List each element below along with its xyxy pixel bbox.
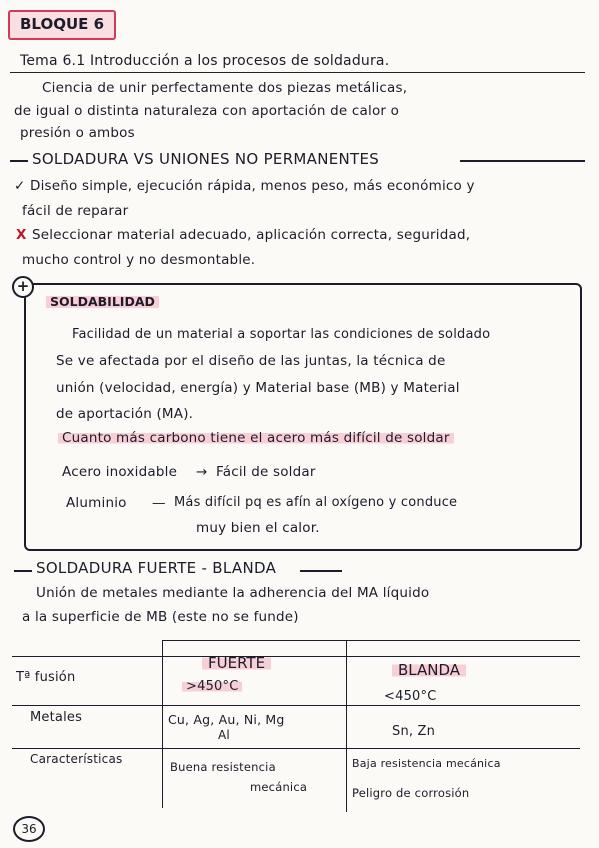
aluminio-label: Aluminio: [66, 495, 127, 511]
box-highlight: Cuanto más carbono tiene el acero más difícil de soldar: [58, 430, 454, 446]
section2-rule-left: [14, 570, 32, 572]
table-row-label-fusion: Tª fusión: [16, 670, 76, 685]
table-row1-border: [12, 705, 580, 706]
table-col2-border: [346, 640, 347, 812]
table-header-blanda: BLANDA: [392, 661, 466, 679]
table-cell-blanda-metales: Sn, Zn: [392, 724, 436, 739]
section1-title: SOLDADURA VS UNIONES NO PERMANENTES: [32, 150, 380, 168]
section2-title: SOLDADURA FUERTE - BLANDA: [36, 559, 277, 577]
aluminio-line-1: Más difícil pq es afín al oxígeno y conduce: [174, 495, 458, 510]
section1-rule-right: [460, 160, 585, 162]
box-line-1: Facilidad de un material a soportar las condiciones de soldado: [72, 327, 491, 342]
section2-rule-right: [300, 570, 342, 572]
table-col1-border: [162, 640, 163, 808]
con-line-1: Seleccionar material adecuado, aplicación correcta, seguridad,: [32, 227, 471, 243]
plus-icon: +: [12, 276, 34, 298]
aluminio-line-2: muy bien el calor.: [196, 520, 320, 536]
pro-line-2: fácil de reparar: [22, 203, 129, 219]
intro-line-2: de igual o distinta naturaleza con aportación de calor o: [14, 103, 400, 119]
table-cell-fuerte-caract: Buena resistencia: [170, 760, 276, 774]
intro-line-3: presión o ambos: [20, 125, 135, 141]
table-cell-fuerte-metales-2: Al: [218, 728, 230, 742]
table-row2-border: [12, 748, 580, 749]
table-row-label-caracteristicas: Características: [30, 752, 123, 766]
table-cell-fuerte-metales: Cu, Ag, Au, Ni, Mg: [168, 712, 285, 727]
section1-rule-left: [10, 160, 28, 162]
table-cell-fuerte-fusion: >450°C: [182, 679, 242, 694]
bloque-label: BLOQUE 6: [8, 10, 116, 40]
pro-line-1: Diseño simple, ejecución rápida, menos peso, más económico y: [30, 178, 475, 194]
box-line-3: unión (velocidad, energía) y Material base (MB) y Material: [56, 380, 460, 396]
table-top-border: [162, 640, 580, 641]
tema-underline: [10, 72, 585, 73]
acero-label: Acero inoxidable: [62, 464, 178, 480]
arrow-right-icon: →: [196, 464, 208, 480]
table-header-fuerte: FUERTE: [202, 654, 271, 672]
section2-line-2: a la superficie de MB (este no se funde): [22, 609, 299, 625]
intro-line-1: Ciencia de unir perfectamente dos piezas metálicas,: [42, 80, 408, 96]
table-cell-blanda-fusion: <450°C: [384, 689, 437, 704]
aluminio-dash: —: [152, 495, 166, 511]
tema-title: Tema 6.1 Introducción a los procesos de soldadura.: [20, 53, 390, 69]
acero-text: Fácil de soldar: [216, 464, 316, 480]
check-icon: ✓: [14, 178, 26, 194]
soldabilidad-title: SOLDABILIDAD: [46, 292, 159, 311]
table-cell-blanda-caract-2: Peligro de corrosión: [352, 786, 470, 800]
box-line-2: Se ve afectada por el diseño de las juntas, la técnica de: [56, 353, 446, 369]
table-header-border: [12, 656, 580, 657]
section2-line-1: Unión de metales mediante la adherencia del MA líquido: [36, 585, 430, 601]
table-cell-fuerte-caract-2: mecánica: [250, 780, 308, 794]
table-cell-blanda-caract: Baja resistencia mecánica: [352, 757, 501, 770]
page-number: 36: [13, 816, 45, 842]
box-line-4: de aportación (MA).: [56, 406, 194, 422]
con-line-2: mucho control y no desmontable.: [22, 252, 256, 268]
cross-icon: X: [16, 227, 27, 243]
table-row-label-metales: Metales: [30, 710, 83, 725]
